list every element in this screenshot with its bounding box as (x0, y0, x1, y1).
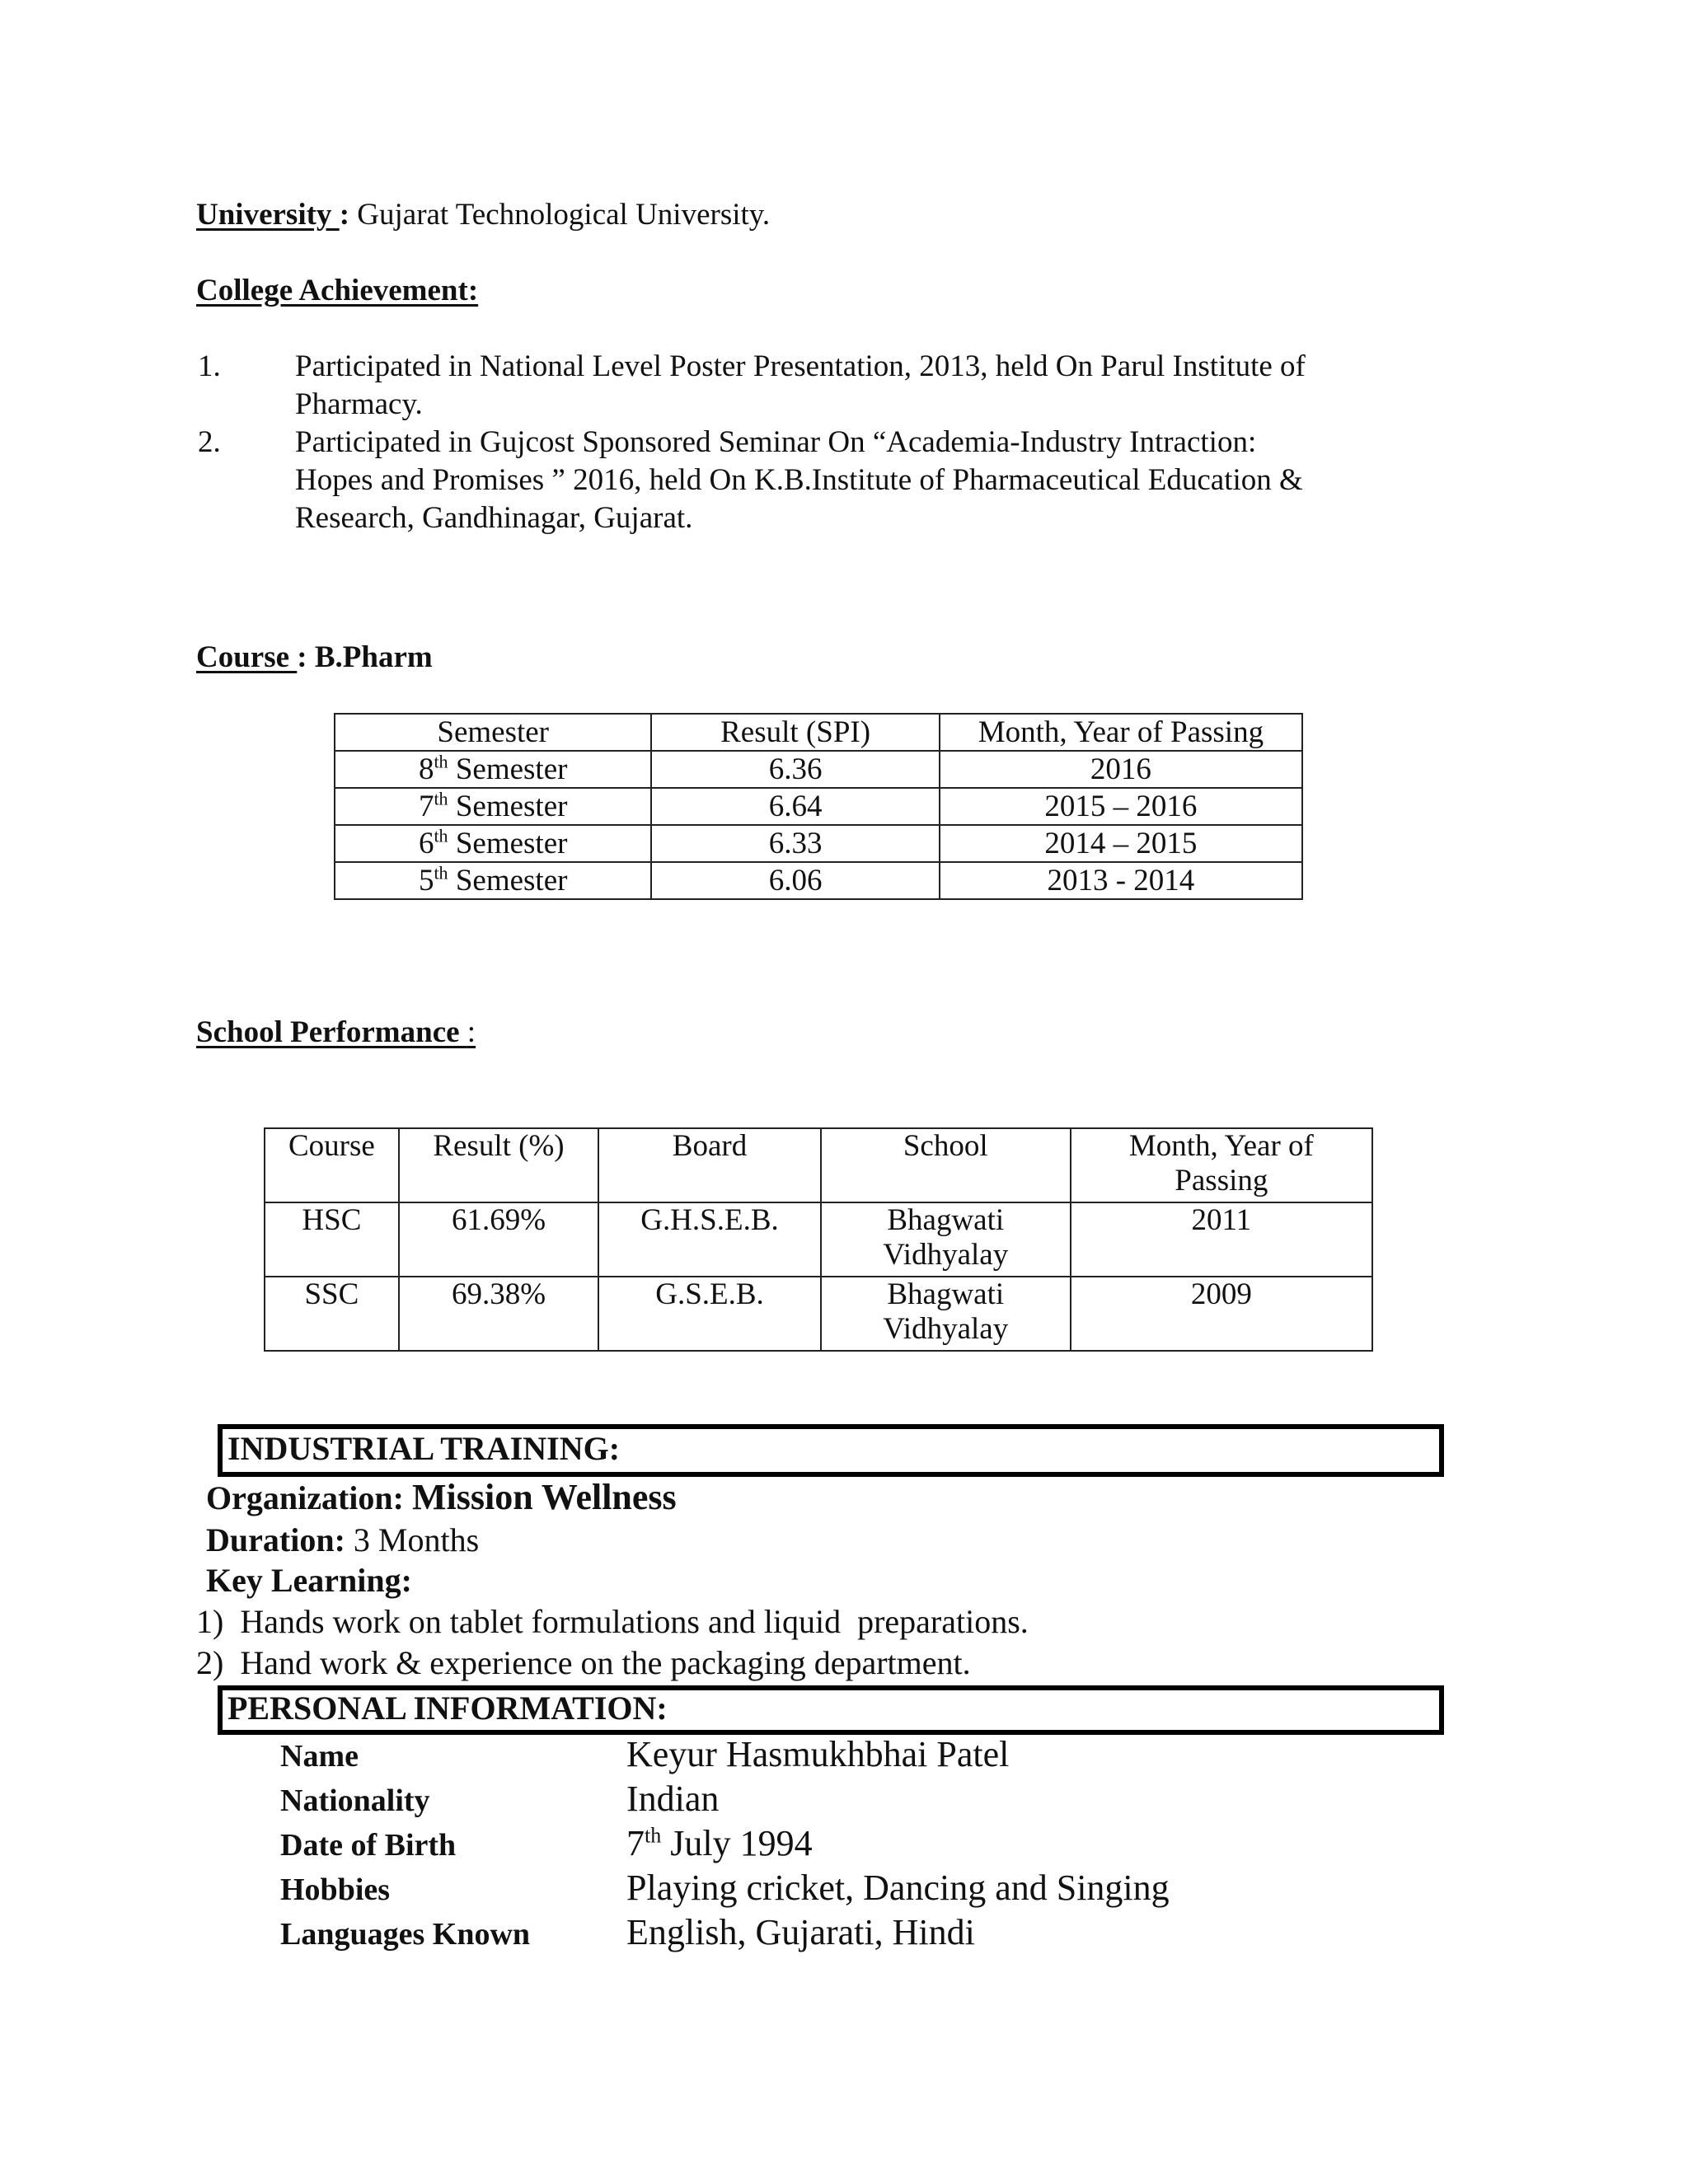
school-table (264, 1127, 1373, 1352)
semester-cell (335, 788, 651, 825)
header-passing: Month, Year of Passing (940, 714, 1302, 751)
school-table-header (265, 1128, 1372, 1202)
name-value: Keyur Hasmukhbhai Patel (626, 1734, 1010, 1774)
school-performance-colon: : (467, 1015, 476, 1049)
semester-suffix: th (434, 825, 448, 846)
passing-cell: 2009 (1071, 1277, 1372, 1351)
header-result: Result (%) (399, 1128, 598, 1202)
header-result: Result (SPI) (651, 714, 939, 751)
achievement-2-line-1: Participated in Gujcost Sponsored Seminar On “Academia-Industry Intraction: (295, 425, 1257, 459)
duration-label: Duration: (206, 1521, 345, 1558)
table-row (265, 1277, 1372, 1351)
university-label: University (196, 198, 340, 232)
nationality-value: Indian (626, 1779, 720, 1819)
course-line (196, 639, 433, 677)
name-label: Name (280, 1739, 359, 1774)
achievement-1-line-1: Participated in National Level Poster Presentation, 2013, held On Parul Institute of (295, 349, 1306, 383)
university-line (196, 196, 770, 234)
dob-rest: July 1994 (661, 1823, 813, 1863)
board-cell: G.S.E.B. (598, 1277, 821, 1351)
table-row (335, 862, 1302, 899)
languages-label: Languages Known (280, 1917, 531, 1952)
result-cell: 69.38% (399, 1277, 598, 1351)
achievement-2-line-3: Research, Gandhinagar, Gujarat. (295, 501, 693, 535)
school-performance-label: School Performance (196, 1015, 467, 1049)
result-cell: 6.33 (651, 825, 939, 862)
nationality-label: Nationality (280, 1783, 430, 1818)
header-course: Course (265, 1128, 399, 1202)
semester-suffix: th (434, 751, 448, 772)
header-school: School (821, 1128, 1071, 1202)
dob-label: Date of Birth (280, 1828, 457, 1863)
semester-table-header (335, 714, 1302, 751)
achievement-1-line-2: Pharmacy. (295, 387, 423, 421)
course-value: : B.Pharm (297, 640, 433, 674)
college-achievement-heading: College Achievement: (196, 274, 479, 307)
semester-cell (335, 825, 651, 862)
passing-cell: 2016 (940, 751, 1302, 788)
result-cell: 6.36 (651, 751, 939, 788)
semester-word: Semester (448, 826, 568, 860)
table-row (335, 751, 1302, 788)
organization-value: Mission Wellness (411, 1477, 677, 1517)
school-cell: Bhagwati Vidhyalay (821, 1202, 1071, 1277)
semester-number: 5 (418, 863, 434, 898)
passing-cell: 2015 – 2016 (940, 788, 1302, 825)
semester-number: 8 (418, 752, 434, 786)
semester-suffix: th (434, 788, 448, 809)
duration-line (206, 1520, 479, 1561)
personal-information-heading: PERSONAL INFORMATION: (218, 1685, 1444, 1735)
table-row (265, 1202, 1372, 1277)
university-value: Gujarat Technological University. (349, 198, 771, 232)
semester-number: 7 (418, 789, 434, 823)
industrial-training-heading: INDUSTRIAL TRAINING: (218, 1424, 1444, 1477)
semester-cell (335, 751, 651, 788)
hobbies-value: Playing cricket, Dancing and Singing (626, 1868, 1170, 1908)
dob-day: 7 (626, 1823, 645, 1863)
table-row (335, 788, 1302, 825)
header-semester: Semester (335, 714, 651, 751)
semester-cell (335, 862, 651, 899)
achievement-1-number: 1. (198, 349, 221, 383)
course-label: Course (196, 640, 298, 674)
board-cell: G.H.S.E.B. (598, 1202, 821, 1277)
semester-word: Semester (448, 863, 568, 898)
key-learning-label: Key Learning: (206, 1562, 412, 1599)
result-cell: 6.64 (651, 788, 939, 825)
hobbies-label: Hobbies (280, 1872, 391, 1907)
semester-word: Semester (448, 752, 568, 786)
achievement-2-text (295, 424, 1465, 537)
achievement-2-number: 2. (198, 425, 221, 459)
table-row (335, 825, 1302, 862)
achievement-2-line-2: Hopes and Promises ” 2016, held On K.B.Institute of Pharmaceutical Education & (295, 463, 1303, 497)
key-learning-point-1: 1) Hands work on tablet formulations and liquid preparations. (196, 1603, 1029, 1640)
result-cell: 61.69% (399, 1202, 598, 1277)
passing-cell: 2011 (1071, 1202, 1372, 1277)
semester-number: 6 (418, 826, 434, 860)
result-cell: 6.06 (651, 862, 939, 899)
semester-table (334, 713, 1303, 900)
duration-value: 3 Months (345, 1521, 480, 1558)
university-colon: : (339, 198, 350, 232)
organization-line (206, 1477, 677, 1519)
dob-suffix: th (645, 1823, 662, 1848)
key-learning-point-2: 2) Hand work & experience on the packaging department. (196, 1644, 971, 1681)
header-passing: Month, Year of Passing (1071, 1128, 1372, 1202)
course-cell: SSC (265, 1277, 399, 1351)
course-cell: HSC (265, 1202, 399, 1277)
semester-word: Semester (448, 789, 568, 823)
header-board: Board (598, 1128, 821, 1202)
achievement-1-text (295, 348, 1465, 424)
school-cell: Bhagwati Vidhyalay (821, 1277, 1071, 1351)
passing-cell: 2013 - 2014 (940, 862, 1302, 899)
dob-value (626, 1823, 813, 1864)
languages-value: English, Gujarati, Hindi (626, 1912, 975, 1952)
semester-suffix: th (434, 862, 448, 883)
school-performance-line (196, 1014, 476, 1052)
organization-label: Organization: (206, 1479, 412, 1516)
passing-cell: 2014 – 2015 (940, 825, 1302, 862)
